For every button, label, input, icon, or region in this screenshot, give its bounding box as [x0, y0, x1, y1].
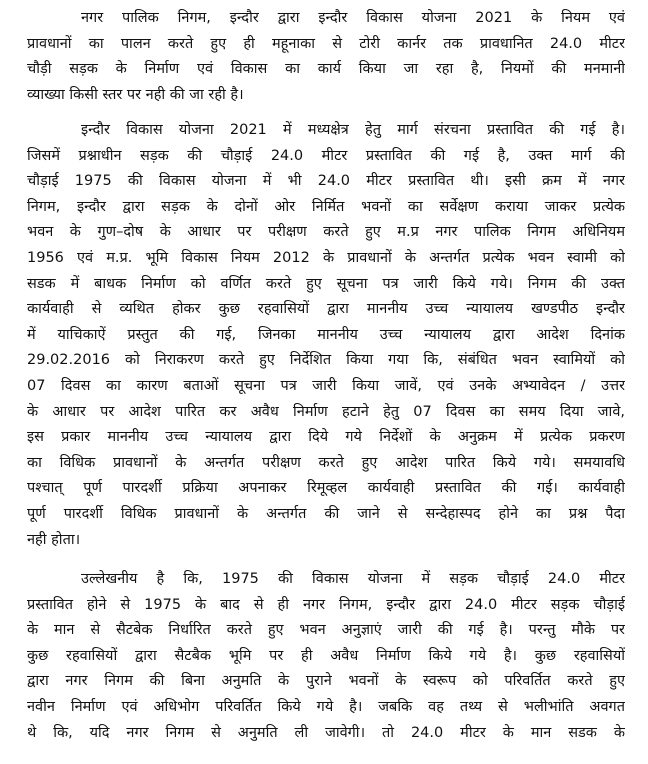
text-line: सडक में बाधक निर्माण को वर्णित करते हुए सूचना पत्र जारी किये गये। निगम की उक्त	[27, 275, 625, 292]
text-line: व्याख्या किसी स्तर पर नही की जा रही है।	[27, 86, 244, 103]
text-line: नवीन निर्माण एवं अधिभोग परिवर्तित किये गये है। जबकि वह तथ्य से भलीभांति अवगत	[27, 698, 625, 715]
text-line: के मान से सैटबेक निर्धारित करते हुए भवन अनुज्ञाएं जारी की गई है। परन्तु मौके पर	[27, 622, 625, 639]
text-line: उल्लेखनीय है कि, 1975 की विकास योजना में सड़क चौड़ाई 24.0 मीटर	[81, 571, 625, 587]
text-line: में याचिकाऐं प्रस्तुत की गई, जिनका माननीय उच्च न्यायालय द्वारा आदेश दिनांक	[27, 326, 625, 343]
text-line: इस प्रकार माननीय उच्च न्यायालय द्वारा दिये गये निर्देशों के अनुक्रम में प्रत्येक प्रकरण	[27, 429, 625, 446]
text-line: कार्यवाही से व्यथित होकर कुछ रहवासियों द्वारा माननीय उच्च न्यायालय खण्डपीठ इन्दौर	[27, 301, 625, 318]
text-line: जिसमें प्रश्नाधीन सड़क की चौड़ाई 24.0 मीटर प्रस्तावित की गई है, उक्त मार्ग की	[27, 147, 625, 164]
text-line: 29.02.2016 को निराकरण करते हुए निर्देशित किया गया कि, संबंधित भवन स्वामियों को	[27, 352, 625, 369]
text-line: पश्चात् पूर्ण पारदर्शी प्रक्रिया अपनाकर रिमूव्हल कार्यवाही प्रस्तावित की गई। कार्यवाही	[27, 480, 625, 497]
paragraph-3	[27, 567, 625, 746]
text-line: 07 दिवस का कारण बताओं सूचना पत्र जारी किया जावें, एवं उनके अभ्यावेदन / उत्तर	[27, 377, 625, 394]
paragraph-2	[27, 118, 625, 553]
text-line: निगम, इन्दौर द्वारा सड़क के दोनों ओर निर्मित भवनों का सर्वेक्षण कराया जाकर प्रत्येक	[27, 198, 625, 215]
text-line: कुछ रहवासियों द्वारा सैटबैक भूमि पर ही अवैध निर्माण किये गये है। कुछ रहवासियों	[27, 647, 625, 664]
text-line: प्रावधानों का पालन करते हुए ही महूनाका से टोरी कार्नर तक प्रावधानित 24.0 मीटर	[27, 35, 625, 52]
text-line: के आधार पर आदेश पारित कर अवैध निर्माण हटाने हेतु 07 दिवस का समय दिया जावे,	[27, 403, 625, 420]
text-line: प्रस्तावित होने से 1975 के बाद से ही नगर निगम, इन्दौर द्वारा 24.0 मीटर सड़क चौड़ाई	[27, 596, 625, 613]
text-line: थे कि, यदि नगर निगम से अनुमति ली जावेगी। तो 24.0 मीटर के मान सडक के	[27, 724, 625, 741]
text-line: इन्दौर विकास योजना 2021 में मध्यक्षेत्र हेतु मार्ग संरचना प्रस्तावित की गई है।	[81, 122, 625, 138]
text-line: द्वारा नगर निगम की बिना अनुमति के पुराने भवनों के स्वरूप को परिवर्तित करते हुए	[27, 673, 625, 690]
paragraph-1	[27, 6, 625, 108]
text-line: चौड़ाई 1975 की विकास योजना में भी 24.0 मीटर प्रस्तावित थी। इसी क्रम में नगर	[27, 173, 625, 190]
text-line: 1956 एवं म.प्र. भूमि विकास नियम 2012 के प्रावधानों के अन्तर्गत प्रत्येक भवन स्वामी को	[27, 249, 625, 266]
text-line: नगर पालिक निगम, इन्दौर द्वारा इन्दौर विकास योजना 2021 के नियम एवं	[81, 10, 625, 26]
text-line: चौड़ी सड़क के निर्माण एवं विकास का कार्य किया जा रहा है, नियमों की मनमानी	[27, 61, 625, 78]
text-line: नही होता।	[27, 531, 81, 548]
text-line: का विधिक प्रावधानों के अन्तर्गत परीक्षण करते हुए आदेश पारित किये गये। समयावधि	[27, 454, 625, 471]
text-line: भवन के गुण–दोष के आधार पर परीक्षण करते हुए म.प्र नगर पालिक निगम अधिनियम	[27, 224, 625, 241]
text-line: पूर्ण पारदर्शी विधिक प्रावधानों के अन्तर्गत की जाने से सन्देहास्पद होने का प्रश्न पैदा	[27, 505, 625, 522]
